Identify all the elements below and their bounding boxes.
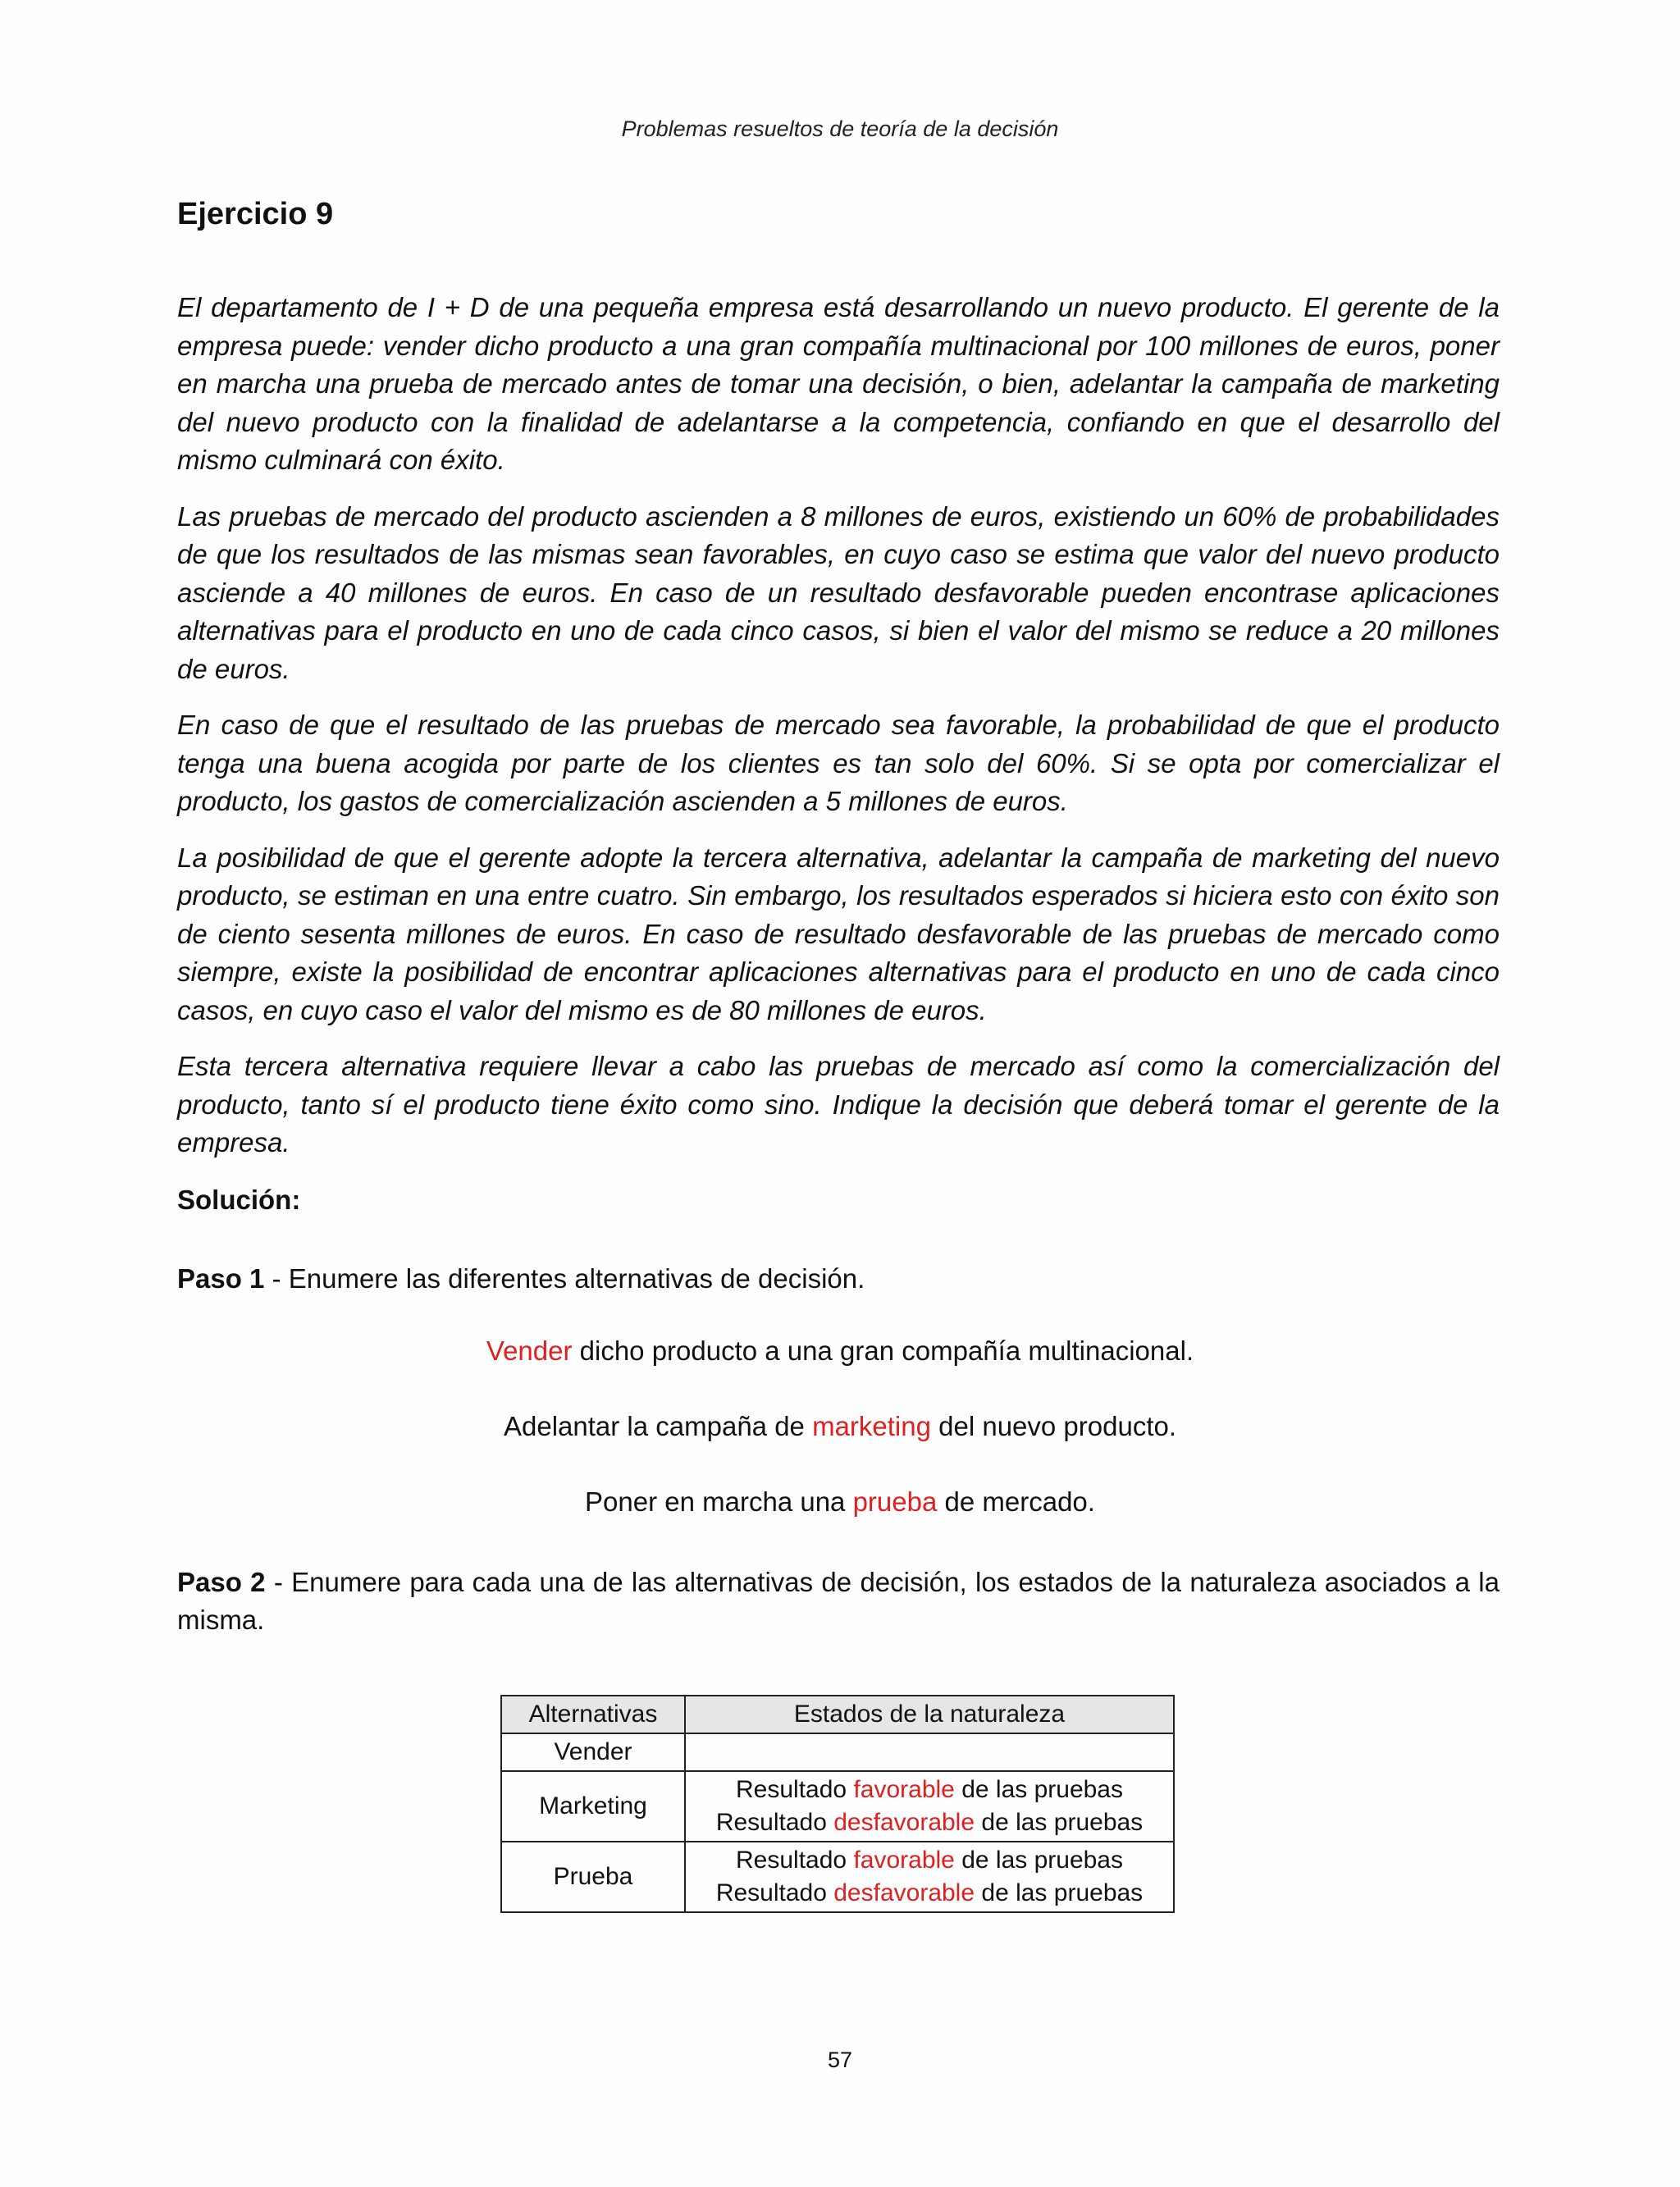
- state-text: de las pruebas: [975, 1879, 1144, 1906]
- state-text: Resultado: [736, 1776, 854, 1803]
- alternative-vender: [0, 1335, 1680, 1367]
- alternative-marketing: [0, 1411, 1680, 1442]
- step-2-text: - Enumere para cada una de las alternativas de decisión, los estados de la naturaleza asociados a la misma.: [177, 1567, 1500, 1635]
- state-highlight: desfavorable: [833, 1879, 975, 1906]
- state-line: [692, 1877, 1166, 1910]
- statement-paragraph: Esta tercera alternativa requiere llevar a cabo las pruebas de mercado así como la comercialización del producto, tanto sí el producto tiene éxito como sino. Indique la decisión que deberá tomar el gerente de la empresa.: [177, 1051, 1500, 1157]
- alternative-highlight: Vender: [486, 1335, 573, 1366]
- table-row: [501, 1771, 1174, 1842]
- step-1-label: Paso 1: [177, 1263, 265, 1294]
- alternative-highlight: marketing: [812, 1411, 931, 1441]
- solution-heading: Solución:: [177, 1185, 301, 1215]
- statement-paragraph: En caso de que el resultado de las pruebas de mercado sea favorable, la probabilidad de que el producto tenga una buena acogida por parte de los clientes es tan solo del 60%. Si se opta por comercializar el producto, los gastos de comercialización ascienden a 5 millones de euros.: [177, 710, 1500, 816]
- table-cell-alternative: Marketing: [501, 1771, 685, 1842]
- table-header-row: [501, 1696, 1174, 1733]
- step-2: [177, 1564, 1500, 1639]
- state-highlight: desfavorable: [833, 1809, 975, 1836]
- step-2-label: Paso 2: [177, 1567, 266, 1597]
- states-table: [500, 1695, 1175, 1913]
- running-header: Problemas resueltos de teoría de la decisión: [621, 116, 1059, 141]
- alternative-text: dicho producto a una gran compañía multinacional.: [572, 1335, 1194, 1366]
- step-1-text: - Enumere las diferentes alternativas de decisión.: [264, 1263, 865, 1294]
- state-text: Resultado: [736, 1847, 854, 1874]
- state-text: de las pruebas: [975, 1809, 1144, 1836]
- column-header: Estados de la naturaleza: [685, 1696, 1174, 1733]
- table-row: [501, 1733, 1174, 1771]
- state-text: de las pruebas: [954, 1776, 1123, 1803]
- exercise-title: Ejercicio 9: [177, 197, 334, 231]
- table-cell-alternative: Prueba: [501, 1842, 685, 1912]
- statement-paragraph: El departamento de I + D de una pequeña empresa está desarrollando un nuevo producto. El gerente de la empresa puede: vender dicho producto a una gran compañía multinacional por 100 millones de euros, poner en marcha una prueba de mercado antes de tomar una decisión, o bien, adelantar la campaña de marketing del nuevo producto con la finalidad de adelantarse a la competencia, confiando en que el desarrollo del mismo culminará con éxito.: [177, 292, 1500, 475]
- page-number: 57: [827, 2048, 853, 2072]
- state-line: [692, 1774, 1166, 1806]
- statement-paragraph: La posibilidad de que el gerente adopte la tercera alternativa, adelantar la campaña de marketing del nuevo producto, se estiman en una entre cuatro. Sin embargo, los resultados esperados si hiciera esto con éxito son de ciento sesenta millones de euros. En caso de resultado desfavorable de las pruebas de mercado como siempre, existe la posibilidad de encontrar aplicaciones alternativas para el producto en uno de cada cinco casos, en cuyo caso el valor del mismo es de 80 millones de euros.: [177, 842, 1500, 1025]
- statement-paragraph: Las pruebas de mercado del producto ascienden a 8 millones de euros, existiendo un 60% de probabilidades de que los resultados de las mismas sean favorables, en cuyo caso se estima que valor del nuevo producto asciende a 40 millones de euros. En caso de un resultado desfavorable pueden encontrase aplicaciones alternativas para el producto en uno de cada cinco casos, si bien el valor del mismo se reduce a 20 millones de euros.: [177, 500, 1500, 684]
- table-cell-alternative: Vender: [501, 1733, 685, 1771]
- alternative-highlight: prueba: [852, 1486, 938, 1517]
- state-line: [692, 1806, 1166, 1839]
- alternative-text: del nuevo producto.: [930, 1411, 1177, 1441]
- state-text: Resultado: [715, 1879, 834, 1906]
- problem-statement: [177, 289, 1500, 1180]
- step-1: [177, 1260, 1500, 1298]
- state-text: Resultado: [715, 1809, 834, 1836]
- state-highlight: favorable: [853, 1776, 955, 1803]
- state-text: de las pruebas: [954, 1847, 1123, 1874]
- table-cell-states: [685, 1842, 1174, 1912]
- column-header: Alternativas: [501, 1696, 685, 1733]
- table-cell-states: [685, 1733, 1174, 1771]
- state-line: [692, 1844, 1166, 1877]
- alternative-text: Poner en marcha una: [585, 1486, 853, 1517]
- table-row: [501, 1842, 1174, 1912]
- table-cell-states: [685, 1771, 1174, 1842]
- state-highlight: favorable: [853, 1847, 955, 1874]
- alternative-text: de mercado.: [937, 1486, 1095, 1517]
- alternative-prueba: [0, 1486, 1680, 1518]
- alternative-text: Adelantar la campaña de: [503, 1411, 813, 1441]
